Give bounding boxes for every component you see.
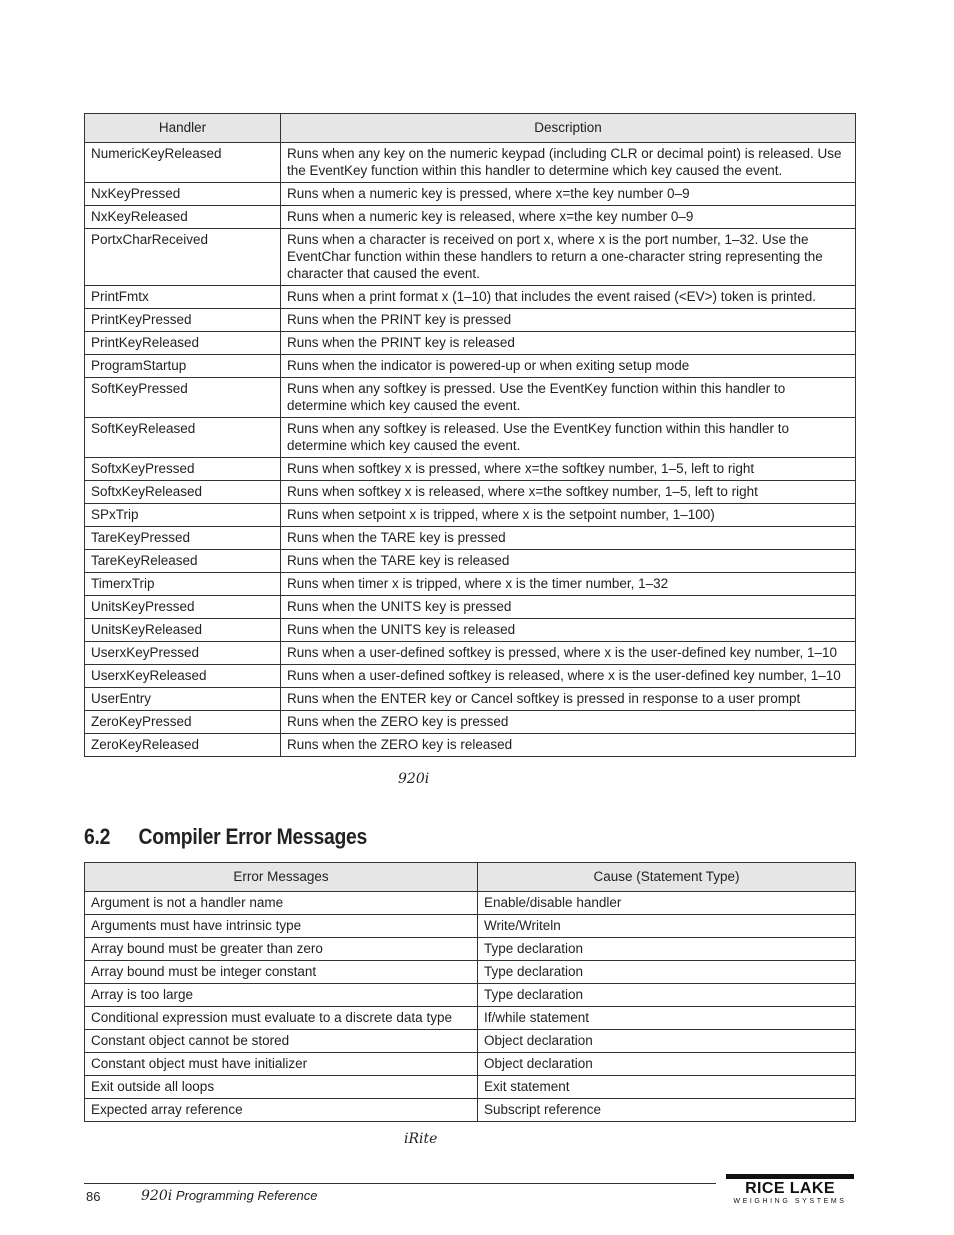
table-cell-value: Type declaration <box>478 961 856 984</box>
table-cell-value: If/while statement <box>478 1007 856 1030</box>
handler-row <box>85 573 856 596</box>
table-cell-name: TimerxTrip <box>85 573 281 596</box>
table-cell-value: Runs when the PRINT key is released <box>281 332 856 355</box>
table-cell-name: UnitsKeyReleased <box>85 619 281 642</box>
table-cell-value: Runs when any key on the numeric keypad (including CLR or decimal point) is released. Use the EventKey function within this handler to determine which key caused the event. <box>281 143 856 183</box>
table-cell-name: PrintFmtx <box>85 286 281 309</box>
table-cell-name: NxKeyReleased <box>85 206 281 229</box>
table-cell-name: Exit outside all loops <box>85 1076 478 1099</box>
error-row <box>85 915 856 938</box>
document-model: 920i <box>141 1188 173 1204</box>
logo-brand: RICE LAKE <box>745 1180 835 1197</box>
handler-row <box>85 378 856 418</box>
table-header-row <box>85 863 856 892</box>
handler-row <box>85 309 856 332</box>
table-cell-value: Runs when a user-defined softkey is released, where x is the user-defined key number, 1–10 <box>281 665 856 688</box>
table-cell-value: Write/Writeln <box>478 915 856 938</box>
table-cell-value: Type declaration <box>478 984 856 1007</box>
table-cell-value: Runs when the UNITS key is released <box>281 619 856 642</box>
table-cell-value: Exit statement <box>478 1076 856 1099</box>
table-caption-920i: 920i <box>398 771 430 787</box>
table-cell-value: Runs when any softkey is released. Use the EventKey function within this handler to determine which key caused the event. <box>281 418 856 458</box>
error-row <box>85 1053 856 1076</box>
handler-row <box>85 183 856 206</box>
table-cell-name: Array bound must be integer constant <box>85 961 478 984</box>
error-row <box>85 892 856 915</box>
logo-subtitle: WEIGHING SYSTEMS <box>733 1198 847 1205</box>
handler-row <box>85 642 856 665</box>
handler-row <box>85 229 856 286</box>
handler-row <box>85 206 856 229</box>
table-cell-value: Subscript reference <box>478 1099 856 1122</box>
column-header-handler: Handler <box>85 114 281 143</box>
table-cell-name: TareKeyPressed <box>85 527 281 550</box>
error-row <box>85 1030 856 1053</box>
table-header-row <box>85 114 856 143</box>
table-cell-name: Constant object cannot be stored <box>85 1030 478 1053</box>
table-cell-name: SoftxKeyPressed <box>85 458 281 481</box>
column-header-description: Description <box>281 114 856 143</box>
table-cell-name: UserxKeyReleased <box>85 665 281 688</box>
table-cell-value: Runs when the UNITS key is pressed <box>281 596 856 619</box>
table-cell-name: SPxTrip <box>85 504 281 527</box>
rice-lake-logo <box>726 1174 854 1208</box>
table-cell-value: Runs when softkey x is released, where x=the softkey number, 1–5, left to right <box>281 481 856 504</box>
handler-row <box>85 458 856 481</box>
handler-row <box>85 418 856 458</box>
table-cell-value: Runs when a print format x (1–10) that includes the event raised (<EV>) token is printed. <box>281 286 856 309</box>
error-row <box>85 1007 856 1030</box>
table-cell-name: UnitsKeyPressed <box>85 596 281 619</box>
handler-row <box>85 332 856 355</box>
handler-row <box>85 688 856 711</box>
error-row <box>85 1099 856 1122</box>
handler-row <box>85 596 856 619</box>
table-caption-irite: iRite <box>404 1131 438 1147</box>
error-row <box>85 938 856 961</box>
section-heading <box>84 824 367 850</box>
footer-divider <box>84 1183 716 1184</box>
handler-row <box>85 550 856 573</box>
table-cell-name: UserxKeyPressed <box>85 642 281 665</box>
table-cell-name: TareKeyReleased <box>85 550 281 573</box>
handler-row <box>85 286 856 309</box>
table-cell-name: SoftKeyPressed <box>85 378 281 418</box>
table-cell-name: Expected array reference <box>85 1099 478 1122</box>
table-cell-value: Enable/disable handler <box>478 892 856 915</box>
table-cell-name: SoftKeyReleased <box>85 418 281 458</box>
table-cell-value: Runs when the ENTER key or Cancel softkey is pressed in response to a user prompt <box>281 688 856 711</box>
table-cell-value: Runs when a numeric key is released, where x=the key number 0–9 <box>281 206 856 229</box>
error-messages-table <box>84 862 856 1122</box>
table-cell-value: Runs when the ZERO key is released <box>281 734 856 757</box>
handler-row <box>85 355 856 378</box>
table-cell-name: PrintKeyReleased <box>85 332 281 355</box>
table-cell-name: Conditional expression must evaluate to a discrete data type <box>85 1007 478 1030</box>
table-cell-value: Runs when the indicator is powered-up or when exiting setup mode <box>281 355 856 378</box>
table-cell-value: Runs when the PRINT key is pressed <box>281 309 856 332</box>
handler-row <box>85 143 856 183</box>
table-cell-name: Argument is not a handler name <box>85 892 478 915</box>
handler-row <box>85 619 856 642</box>
table-cell-name: PrintKeyPressed <box>85 309 281 332</box>
column-header-error-messages: Error Messages <box>85 863 478 892</box>
table-cell-name: Constant object must have initializer <box>85 1053 478 1076</box>
table-cell-value: Object declaration <box>478 1030 856 1053</box>
handler-row <box>85 734 856 757</box>
table-cell-value: Runs when setpoint x is tripped, where x is the setpoint number, 1–100) <box>281 504 856 527</box>
logo-bar <box>726 1174 854 1179</box>
handler-row <box>85 481 856 504</box>
table-cell-value: Runs when timer x is tripped, where x is the timer number, 1–32 <box>281 573 856 596</box>
table-cell-value: Runs when the ZERO key is pressed <box>281 711 856 734</box>
table-cell-value: Runs when a character is received on port x, where x is the port number, 1–32. Use the EventChar function within these handlers to return a one-character string representing the character that caused the event. <box>281 229 856 286</box>
table-cell-name: ZeroKeyReleased <box>85 734 281 757</box>
handler-row <box>85 504 856 527</box>
table-cell-value: Runs when the TARE key is pressed <box>281 527 856 550</box>
table-cell-value: Runs when softkey x is pressed, where x=the softkey number, 1–5, left to right <box>281 458 856 481</box>
table-cell-value: Runs when a numeric key is pressed, where x=the key number 0–9 <box>281 183 856 206</box>
table-cell-value: Runs when any softkey is pressed. Use the EventKey function within this handler to determine which key caused the event. <box>281 378 856 418</box>
section-number: 6.2 <box>84 824 111 849</box>
table-cell-name: UserEntry <box>85 688 281 711</box>
error-row <box>85 984 856 1007</box>
table-cell-name: NumericKeyReleased <box>85 143 281 183</box>
handler-row <box>85 711 856 734</box>
table-cell-name: SoftxKeyReleased <box>85 481 281 504</box>
table-cell-name: ZeroKeyPressed <box>85 711 281 734</box>
table-cell-value: Object declaration <box>478 1053 856 1076</box>
page-number: 86 <box>86 1189 101 1204</box>
table-cell-name: NxKeyPressed <box>85 183 281 206</box>
section-title: Compiler Error Messages <box>138 824 368 849</box>
handler-table <box>84 113 856 757</box>
table-cell-name: Arguments must have intrinsic type <box>85 915 478 938</box>
error-row <box>85 1076 856 1099</box>
table-cell-value: Type declaration <box>478 938 856 961</box>
table-cell-value: Runs when a user-defined softkey is pressed, where x is the user-defined key number, 1–10 <box>281 642 856 665</box>
table-cell-name: Array bound must be greater than zero <box>85 938 478 961</box>
handler-row <box>85 665 856 688</box>
document-title-suffix: Programming Reference <box>172 1188 318 1203</box>
handler-row <box>85 527 856 550</box>
table-cell-name: Array is too large <box>85 984 478 1007</box>
error-row <box>85 961 856 984</box>
table-cell-name: PortxCharReceived <box>85 229 281 286</box>
document-title <box>141 1188 317 1204</box>
table-cell-value: Runs when the TARE key is released <box>281 550 856 573</box>
column-header-cause: Cause (Statement Type) <box>478 863 856 892</box>
table-cell-name: ProgramStartup <box>85 355 281 378</box>
